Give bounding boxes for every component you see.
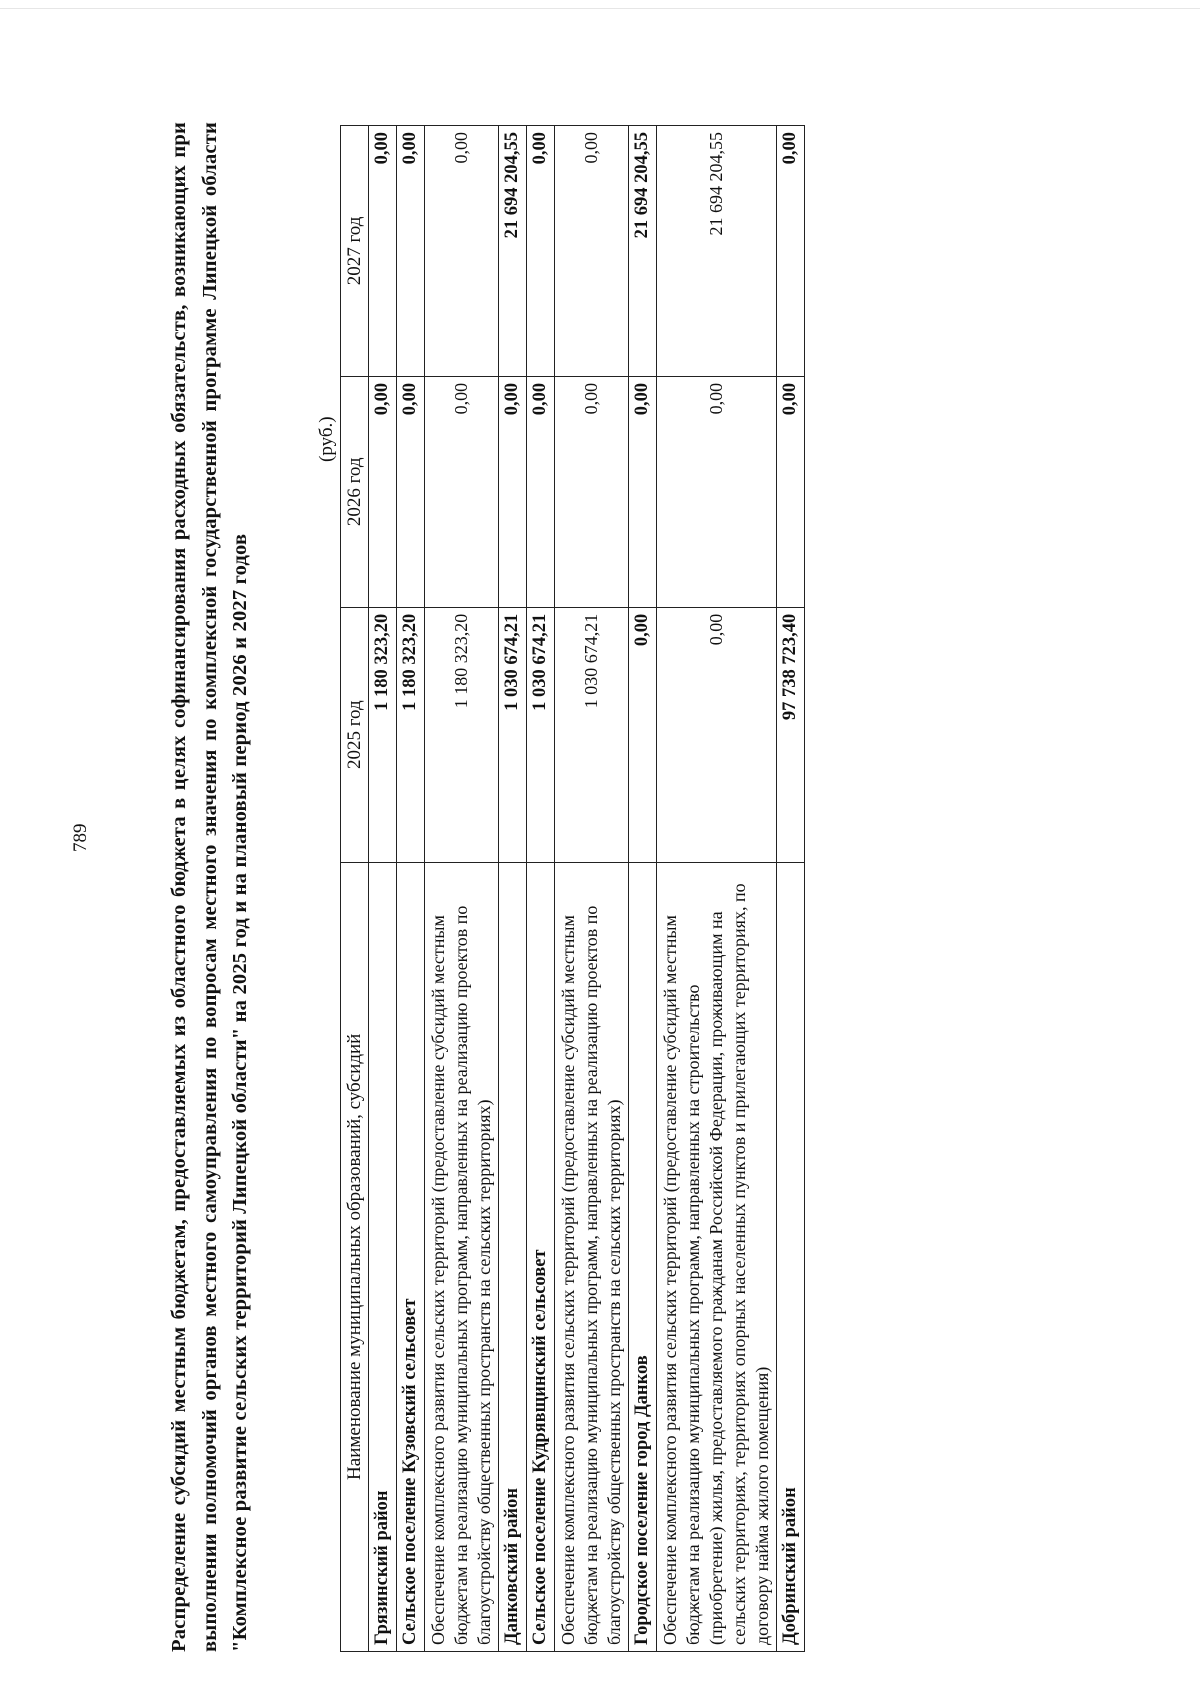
value-2025: 0,00	[657, 607, 777, 862]
value-2025: 1 030 674,21	[499, 607, 527, 862]
row-name: Обеспечение комплексного развития сельских территорий (предоставление субсидий местным бюджетам на реализацию муниципальных программ, направленных на реализацию проектов по благоустройству общественных пространств на сельских территориях)	[425, 862, 499, 1651]
value-2026: 0,00	[369, 376, 397, 607]
value-2025: 1 030 674,21	[527, 607, 555, 862]
header-name: Наименование муниципальных образований, субсидий	[341, 862, 369, 1651]
table-row	[397, 126, 425, 1652]
value-2025: 1 030 674,21	[555, 607, 629, 862]
table-row	[657, 126, 777, 1652]
value-2027: 0,00	[397, 126, 425, 377]
value-2025: 1 180 323,20	[397, 607, 425, 862]
value-2025: 1 180 323,20	[425, 607, 499, 862]
table-row	[527, 126, 555, 1652]
unit-label: (руб.)	[316, 416, 337, 462]
rotated-page-content	[164, 122, 1064, 1652]
value-2027: 0,00	[527, 126, 555, 377]
table-row	[777, 126, 805, 1652]
value-2027: 21 694 204,55	[657, 126, 777, 377]
row-name: Обеспечение комплексного развития сельских территорий (предоставление субсидий местным бюджетам на реализацию муниципальных программ, направленных на реализацию проектов по благоустройству общественных пространств на сельских территориях)	[555, 862, 629, 1651]
value-2026: 0,00	[527, 376, 555, 607]
row-name: Сельское поселение Кузовский сельсовет	[397, 862, 425, 1651]
table-row	[629, 126, 657, 1652]
table-row	[369, 126, 397, 1652]
document-title: Распределение субсидий местным бюджетам, предоставляемых из областного бюджета в целях софинансирования расходных обязательств, возникающих при выполнении полномочий органов местного самоуправления по вопросам местного значения по комплексной государственной программе Липецкой области "Комплексное развитие сельских территорий Липецкой области" на 2025 год и на плановый период 2026 и 2027 годов	[168, 122, 251, 1652]
table-row	[499, 126, 527, 1652]
value-2027: 0,00	[369, 126, 397, 377]
header-2025: 2025 год	[341, 607, 369, 862]
value-2027: 0,00	[425, 126, 499, 377]
value-2026: 0,00	[397, 376, 425, 607]
row-name: Данковский район	[499, 862, 527, 1651]
subsidy-table	[340, 125, 805, 1652]
value-2026: 0,00	[499, 376, 527, 607]
table-header-row	[341, 126, 369, 1652]
value-2026: 0,00	[777, 376, 805, 607]
row-name: Городское поселение город Данков	[629, 862, 657, 1651]
row-name: Обеспечение комплексного развития сельских территорий (предоставление субсидий местным бюджетам на реализацию муниципальных программ, направленных на строительство (приобретение) жилья, предоставляемого гражданам Российской Федерации, проживающим на сельских территориях, территориях опорных населенных пунктов и прилегающих территориях, по договору найма жилого помещения)	[657, 862, 777, 1651]
page-number: 789	[70, 823, 91, 852]
value-2027: 21 694 204,55	[629, 126, 657, 377]
row-name: Грязинский район	[369, 862, 397, 1651]
value-2025: 0,00	[629, 607, 657, 862]
scan-top-edge	[0, 8, 1200, 9]
value-2026: 0,00	[657, 376, 777, 607]
header-2027: 2027 год	[341, 126, 369, 377]
value-2026: 0,00	[629, 376, 657, 607]
header-2026: 2026 год	[341, 376, 369, 607]
value-2025: 1 180 323,20	[369, 607, 397, 862]
row-name: Добринский район	[777, 862, 805, 1651]
value-2025: 97 738 723,40	[777, 607, 805, 862]
value-2027: 0,00	[777, 126, 805, 377]
value-2027: 0,00	[555, 126, 629, 377]
table-row	[555, 126, 629, 1652]
value-2027: 21 694 204,55	[499, 126, 527, 377]
value-2026: 0,00	[555, 376, 629, 607]
row-name: Сельское поселение Кудрявщинский сельсовет	[527, 862, 555, 1651]
table-row	[425, 126, 499, 1652]
value-2026: 0,00	[425, 376, 499, 607]
